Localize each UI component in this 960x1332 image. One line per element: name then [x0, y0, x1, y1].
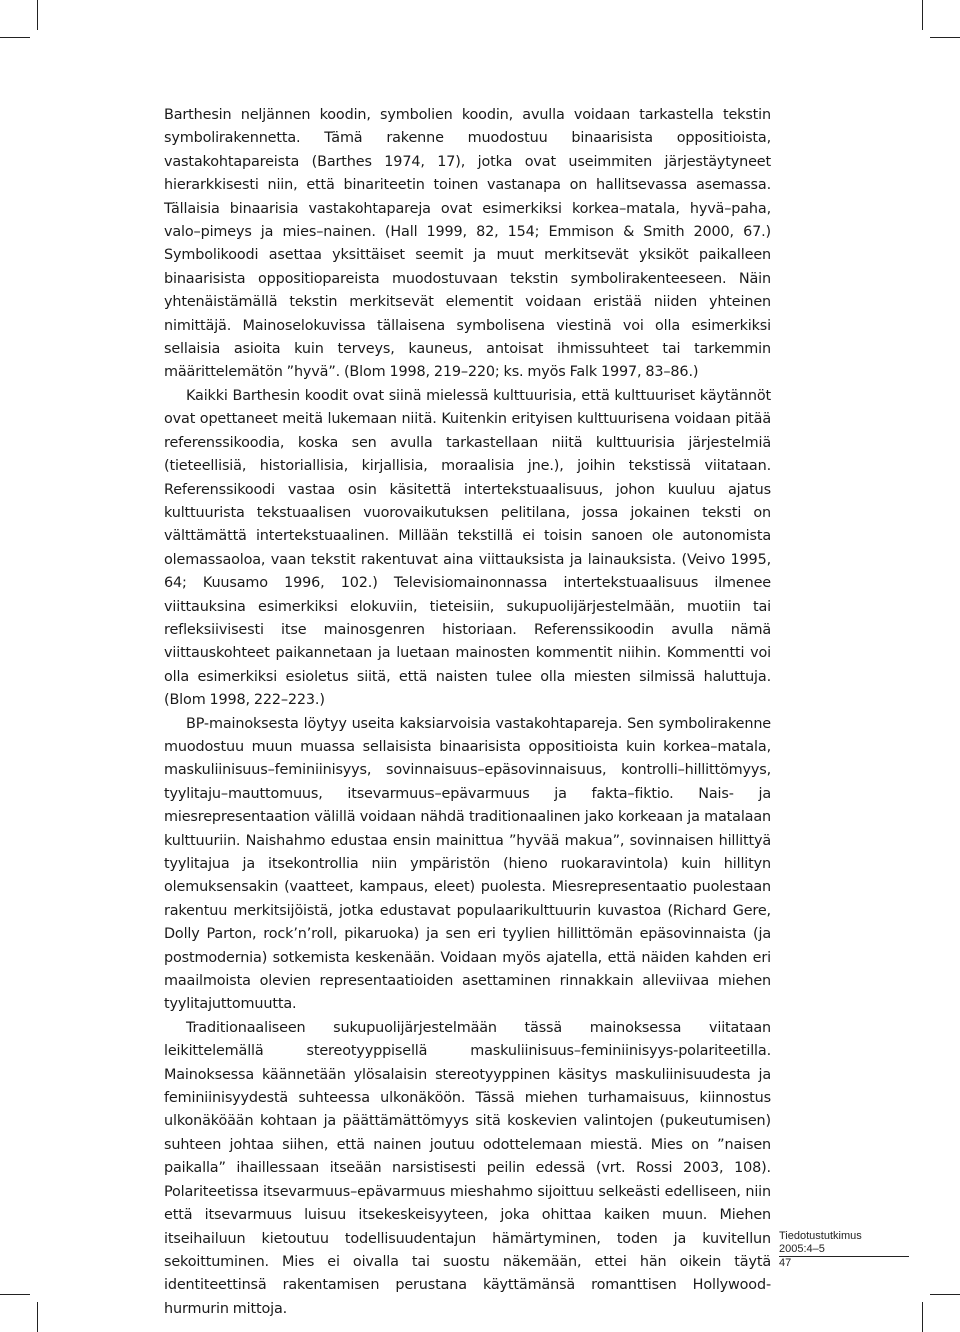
crop-mark-bottom-left	[37, 1302, 38, 1332]
journal-issue: Tiedotustutkimus 2005:4–5	[779, 1230, 909, 1257]
crop-mark-top-right	[922, 0, 923, 30]
crop-mark-bottom-right	[922, 1302, 923, 1332]
paragraph-3: BP-mainoksesta löytyy useita kaksiarvoisia vastakohtapareja. Sen symbolirakenne muodostuu muun muassa sellaisista binaarisista oppositioista kuin korkea–matala, maskuliinisuus–feminiinisyys, sovinnaisuus–epäsovinnaisuus, kontrolli–hillittömyys, tyylitaju–mauttomuus, itsevarmuus–epävarmuus ja fakta–fiktio. Nais- ja miesrepresentaation välillä voidaan nähdä traditionaalinen jako korkeaan ja matalaan kulttuuriin. Naishahmo edustaa ensin mainittua ”hyvää makua”, sovinnaisen hillittyä tyylitajua ja itsekontrollia niin ympäristön (hieno ruokaravintola) kuin hillityn olemuksensakin (vaatteet, kampaus, eleet) puolesta. Miesrepresentaatio puolestaan rakentuu merkitsijöistä, jotka edustavat populaarikulttuurin kuvastoa (Richard Gere, Dolly Parton, rock’n’roll, pikaruoka) ja sen eri tyylien hillittömän epäsovinnaista (ja postmodernia) sotkemista keskenään. Voidaan myös ajatella, että näiden kahden eri maailmoista olevien representaatioiden asettaminen rinnakkain alleviivaa miehen tyylitajuttomuutta.	[164, 715, 771, 1013]
paragraph-4: Traditionaaliseen sukupuolijärjestelmään tässä mainoksessa viitataan leikittelemällä stereotyyppisellä maskuliinisuus–feminiinisyys-polariteetilla. Mainoksessa käännetään ylösalaisin stereotyyppinen käsitys maskuliinisuudesta ja feminiinisyydestä suhteessa ulkonäköön. Tässä miehen turhamaisuus, kiinnostus ulkonäköään kohtaan ja päättämättömyys sitä koskevien valintojen (pukeutumisen) suhteen johtaa siihen, että nainen joutuu odottelemaan miestä. Mies on ”naisen paikalla” ihaillessaan itseään narsistisesti peilin edessä (vrt. Rossi 2003, 108). Polariteetissa itsevarmuus–epävarmuus mieshahmo sijoittuu selkeästi edelliseen, niin että itsevarmuus luisuu itsekeskeisyyteen, joka ohittaa kaiken muun. Miehen itseihailuun kietoutuu todellisuudentajun hämärtyminen, toden ja kuvitellun sekoittuminen. Mies ei oivalla tai suostu näkemään, ettei hän oikein täytä identiteettinsä rakentamisen perustana käyttämänsä romanttisen Hollywood-hurmurin mittoja.	[164, 1019, 771, 1317]
paragraph-1: Barthesin neljännen koodin, symbolien koodin, avulla voidaan tarkastella tekstin symbolirakennetta. Tämä rakenne muodostuu binaarisista oppositioista, vastakohtapareista (Barthes 1974, 17), jotka ovat useimmiten järjestäytyneet hierarkkisesti niin, että binariteetin toinen vastanapa on hallitsevassa asemassa. Tällaisia binaarisia vastakohtapareja ovat esimerkiksi korkea–matala, hyvä–paha, valo–pimeys ja mies–nainen. (Hall 1999, 82, 154; Emmison & Smith 2000, 67.) Symbolikoodi asettaa yksittäiset seemit ja muut merkitsevät yksiköt paikalleen binaarisista oppositiopareista muodostuvaan tekstin symbolirakenteeseen. Näin yhtenäistämällä tekstin merkitsevät elementit voidaan eristää niiden yhteinen nimittäjä. Mainoselokuvissa tällaisena symbolisena viestinä voi olla esimerkiksi sellaisia asioita kuin terveys, kauneus, antoisat ihmissuhteet tai tarkemmin määrittelemätön ”hyvä”. (Blom 1998, 219–220; ks. myös Falk 1997, 83–86.)	[164, 107, 771, 381]
crop-mark-bottom-right-h	[930, 1294, 960, 1295]
crop-mark-top-left	[37, 0, 38, 30]
page-footer	[779, 1230, 909, 1270]
body-text	[164, 104, 771, 1321]
paragraph-2: Kaikki Barthesin koodit ovat siinä mielessä kulttuurisia, että kulttuuriset käytännöt ovat opettaneet meitä lukemaan niitä. Kuitenkin erityisen kulttuurisena voidaan pitää referenssikoodia, koska sen avulla tarkastellaan niitä kulttuurisia järjestelmiä (tieteellisiä, historiallisia, kirjallisia, moraalisia jne.), joihin tekstissä viitataan. Referenssikoodi vastaa osin käsitettä intertekstuaalisuus, johon kuuluu ajatus kulttuurista tekstuaalisen vuorovaikutuksen pelitilana, jossa jokainen teksti on välttämättä intertekstuaalinen. Millään tekstillä ei toisin sanoen ole autonomista olemassaoloa, vaan tekstit rakentuvat aina viittauksista ja lainauksista. (Veivo 1995, 64; Kuusamo 1996, 102.) Televisiomainonnassa intertekstuaalisuus ilmenee viittauksina esimerkiksi elokuviin, tieteisiin, sukupuolijärjestelmään, muotiin tai refleksiivisesti itse mainosgenren historiaan. Referenssikoodin avulla nämä viittauskohteet paikannetaan ja luetaan mainosten kommentit niihin. Kommentti voi olla esimerkiksi esioletus siitä, että naisten tulee olla miesten silmissä haluttuja. (Blom 1998, 222–223.)	[164, 387, 771, 709]
crop-mark-top-left-h	[0, 37, 30, 38]
crop-mark-bottom-left-h	[0, 1294, 30, 1295]
page-number: 47	[779, 1257, 792, 1269]
crop-mark-top-right-h	[930, 37, 960, 38]
